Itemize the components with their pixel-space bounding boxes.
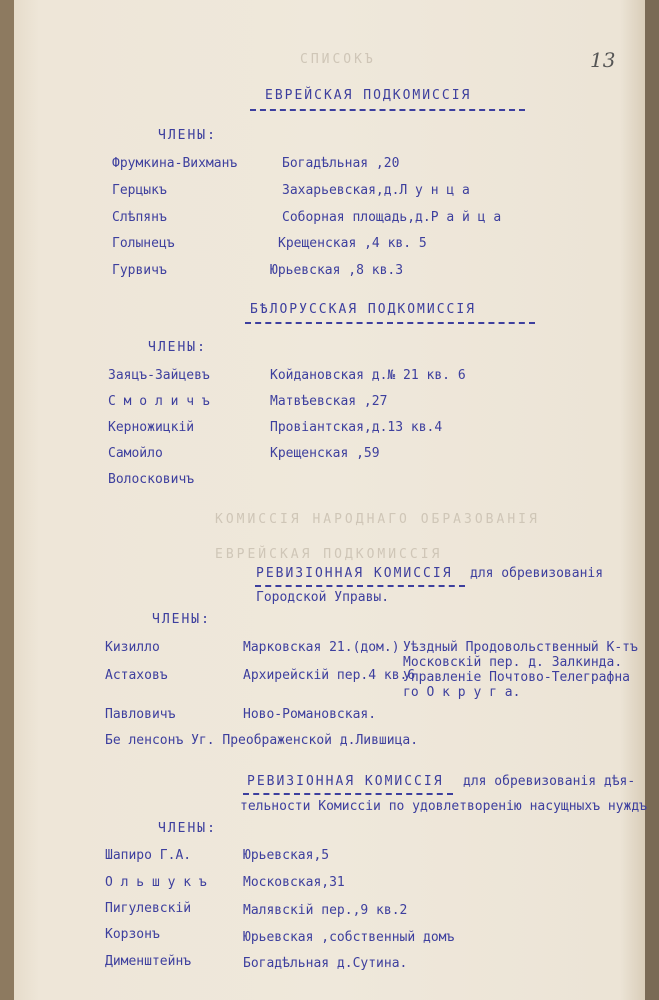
member-address: Малявскій пер.,9 кв.2: [243, 903, 408, 918]
member-name: Керножицкій: [108, 420, 195, 435]
binding-strip: [0, 0, 14, 1000]
member-name: Дименштейнъ: [105, 954, 192, 969]
section-title: БѢЛОРУССКАЯ ПОДКОМИССІЯ: [250, 302, 477, 317]
member-note: го О к р у г а.: [403, 685, 521, 700]
member-name: Фрумкина-Вихманъ: [112, 156, 238, 171]
member-name: Герцыкъ: [112, 183, 167, 198]
member-address: Московская,31: [243, 875, 345, 890]
section-title-suffix: для обревизованія дѣя-: [463, 774, 636, 789]
member-name: Голынецъ: [112, 236, 175, 251]
member-name: Астаховъ: [105, 668, 168, 683]
title-underline: [250, 109, 525, 111]
section-title-suffix: для обревизованія: [470, 566, 604, 581]
member-address: Захарьевская,д.Л у н ц а: [282, 183, 470, 198]
member-address: Архирейскій пер.4 кв.6: [243, 668, 416, 683]
member-address: Крещенская ,4 кв. 5: [278, 236, 427, 251]
title-underline: [245, 322, 535, 324]
member-name: Корзонъ: [105, 927, 160, 942]
bleed-through-text: КОМИССІЯ НАРОДНАГО ОБРАЗОВАНІЯ: [215, 512, 540, 527]
member-note: Московскій пер. д. Залкинда.: [403, 655, 623, 670]
bleed-through-text: ЕВРЕЙСКАЯ ПОДКОМИССІЯ: [215, 547, 443, 562]
member-name: Заяцъ-Зайцевъ: [108, 368, 210, 383]
bleed-through-text: СПИСОКЪ: [300, 52, 376, 67]
member-name: Самойло: [108, 446, 163, 461]
member-address: Ново-Романовская.: [243, 707, 377, 722]
member-name: Слѣпянъ: [112, 210, 167, 225]
section-title: РЕВИЗІОННАЯ КОМИССІЯ: [256, 566, 453, 581]
member-address: Соборная площадь,д.Р а й ц а: [282, 210, 502, 225]
member-address: Марковская 21.(дом.): [243, 640, 400, 655]
section-subtitle: Городской Управы.: [256, 590, 390, 605]
member-note: Уѣздный Продовольственный К-тъ: [403, 640, 638, 655]
member-address: Матвѣевская ,27: [270, 394, 388, 409]
folio-number: 13: [590, 48, 616, 72]
member-address: Богадѣльная д.Сутина.: [243, 956, 408, 971]
section-title: ЕВРЕЙСКАЯ ПОДКОМИССІЯ: [265, 88, 472, 103]
section-subtitle: тельности Комиссіи по удовлетворенію насущныхъ нуждъ: [240, 799, 647, 814]
member-name: С м о л и ч ъ: [108, 394, 210, 409]
member-address: Провіантская,д.13 кв.4: [270, 420, 443, 435]
member-name: Кизилло: [105, 640, 160, 655]
title-underline: [243, 793, 453, 795]
members-label: ЧЛЕНЫ:: [158, 821, 217, 836]
members-label: ЧЛЕНЫ:: [148, 340, 207, 355]
member-name: Пигулевскій: [105, 901, 192, 916]
member-name: Гурвичъ: [112, 263, 167, 278]
member-address: Крещенская ,59: [270, 446, 380, 461]
member-name: Волосковичъ: [108, 472, 195, 487]
member-note: Управленіе Почтово-Телеграфна: [403, 670, 630, 685]
extra-member-line: Бе ленсонъ Уг. Преображенской д.Лившица.: [105, 733, 419, 748]
member-address: Юрьевская,5: [243, 848, 330, 863]
member-address: Койдановская д.№ 21 кв. 6: [270, 368, 466, 383]
member-name: О л ь ш у к ъ: [105, 875, 207, 890]
member-address: Юрьевская ,8 кв.3: [270, 263, 404, 278]
members-label: ЧЛЕНЫ:: [158, 128, 217, 143]
member-address: Богадѣльная ,20: [282, 156, 400, 171]
title-underline: [255, 585, 465, 587]
member-name: Павловичъ: [105, 707, 176, 722]
member-address: Юрьевская ,собственный домъ: [243, 930, 455, 945]
section-title: РЕВИЗІОННАЯ КОМИССІЯ: [247, 774, 444, 789]
members-label: ЧЛЕНЫ:: [152, 612, 211, 627]
member-name: Шапиро Г.А.: [105, 848, 192, 863]
